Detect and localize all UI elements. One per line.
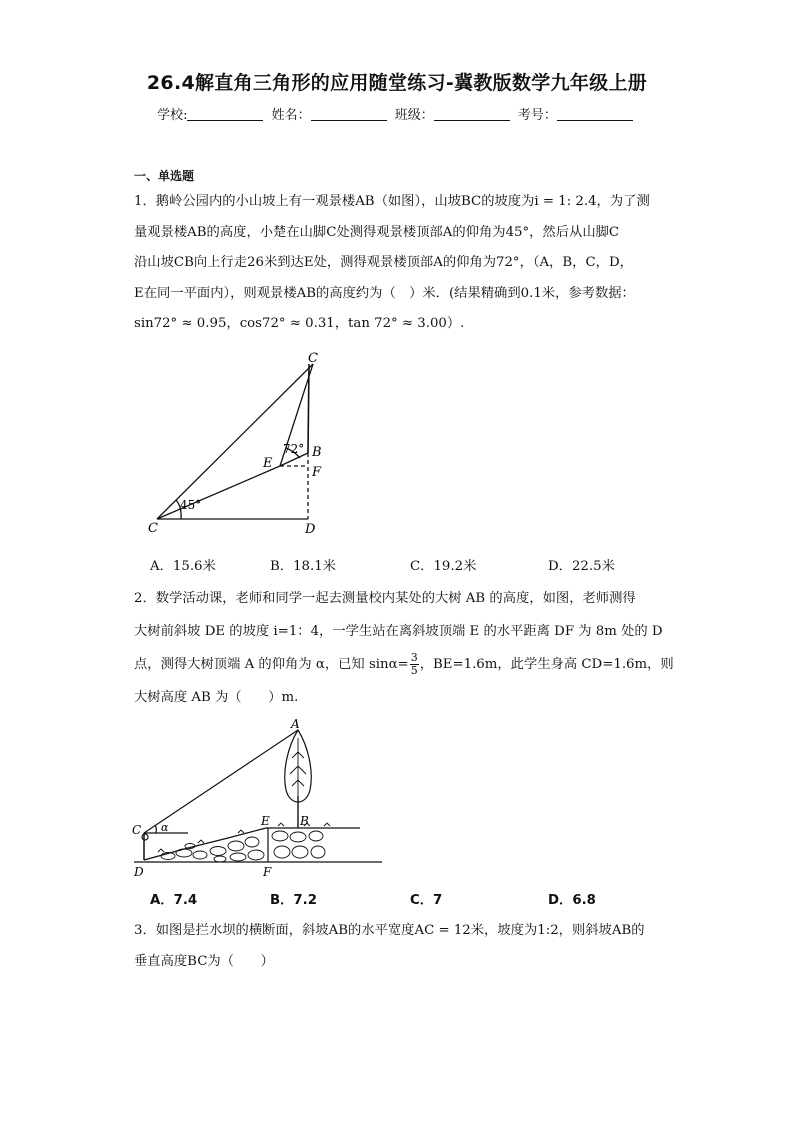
q1-line-1: 1．鹅岭公园内的小山坡上有一观景楼AB（如图），山坡BC的坡度为i = 1: 2.4，为了测 [134, 194, 650, 209]
q1-figure [140, 345, 350, 545]
q2-label-d: D [134, 865, 144, 879]
q2-line-4: 大树高度 AB 为（ ）m. [134, 690, 299, 705]
q1-label-d: D [305, 522, 316, 537]
q2-line-3-post: ，BE=1.6m，此学生身高 CD=1.6m，则 [419, 657, 674, 672]
q2-label-f: F [263, 865, 272, 879]
question-2 [134, 582, 674, 714]
q2-fraction-denominator: 5 [410, 664, 418, 677]
q2-label-e: E [261, 814, 270, 828]
q2-option-a[interactable]: A．7.4 [150, 893, 198, 908]
q1-option-d[interactable]: D．22.5米 [548, 559, 615, 574]
question-3 [134, 915, 664, 977]
q1-line-2: 量观景楼AB的高度，小楚在山脚C处测得观景楼顶部A的仰角为45°，然后从山脚C [134, 224, 620, 240]
q2-angle-alpha-arc [155, 825, 156, 833]
q2-line-2: 大树前斜坡 DE 的坡度 i=1：4，一学生站在离斜坡顶端 E 的水平距离 DF 为 8m 处的 D [134, 624, 663, 639]
name-blank[interactable] [311, 108, 387, 121]
q1-option-a[interactable]: A．15.6米 [150, 559, 216, 574]
q2-label-alpha: α [161, 821, 169, 834]
q1-label-angle-45: 45° [180, 498, 202, 512]
number-label: 考号： [517, 108, 557, 123]
school-blank[interactable] [187, 108, 263, 121]
q2-figure [128, 716, 390, 882]
q2-option-c[interactable]: C．7 [410, 893, 443, 908]
q2-option-b[interactable]: B．7.2 [270, 893, 317, 908]
section-heading: 一、单选题 [134, 169, 195, 183]
q2-line-1: 2．数学活动课，老师和同学一起去测量校内某处的大树 AB 的高度，如图，老师测得 [134, 591, 636, 606]
q1-label-b: B [312, 445, 322, 460]
class-label: 班级： [394, 108, 434, 123]
q1-line-ab [308, 364, 309, 453]
q1-line-ce [157, 466, 280, 519]
q2-stone-texture [161, 831, 325, 862]
page-title: 26.4解直角三角形的应用随堂练习-冀教版数学九年级上册 [146, 72, 648, 94]
q2-line-3-pre: 点，测得大树顶端 A 的仰角为 α，已知 sinα= [134, 657, 409, 672]
q2-label-a: A [291, 717, 300, 731]
q2-fraction-numerator: 3 [410, 651, 418, 664]
q1-label-f: F [312, 465, 322, 480]
q3-line-2: 垂直高度BC为（ ） [134, 954, 274, 969]
q2-label-c: C [132, 823, 142, 837]
number-blank[interactable] [557, 108, 633, 121]
q1-line-3: 沿山坡CB向上行走26米到达E处，测得观景楼顶部A的仰角为72°，（A，B，C，D， [134, 255, 633, 270]
name-label: 姓名： [271, 108, 311, 123]
school-label: 学校: [157, 108, 188, 123]
q1-option-b[interactable]: B．18.1米 [270, 559, 336, 574]
q1-line-4: E在同一平面内），则观景楼AB的高度约为（ ）米．(结果精确到0.1米，参考数据： [134, 285, 635, 301]
q1-line-5: sin72° ≈ 0.95，cos72° ≈ 0.31，tan 72° ≈ 3.00）. [134, 316, 465, 331]
q3-line-1: 3．如图是拦水坝的横断面，斜坡AB的水平宽度AC = 12米，坡度为1:2，则斜坡AB的 [134, 923, 645, 938]
q1-label-e: E [263, 456, 273, 471]
q2-person-head [142, 834, 148, 840]
q1-option-c[interactable]: C．19.2米 [410, 559, 477, 574]
q1-label-c-top: C [308, 351, 318, 366]
q2-tree-branches [290, 738, 306, 798]
q2-line-3 [134, 648, 674, 681]
q1-label-c-bottom: C [148, 521, 158, 536]
q2-label-b: B [300, 814, 309, 828]
question-1 [134, 187, 664, 340]
q2-option-d[interactable]: D．6.8 [548, 893, 596, 908]
class-blank[interactable] [434, 108, 510, 121]
q2-sight-line [144, 730, 298, 833]
q1-label-angle-72: 72° [283, 442, 305, 456]
q2-fraction [410, 652, 419, 677]
student-info-line [0, 104, 794, 123]
